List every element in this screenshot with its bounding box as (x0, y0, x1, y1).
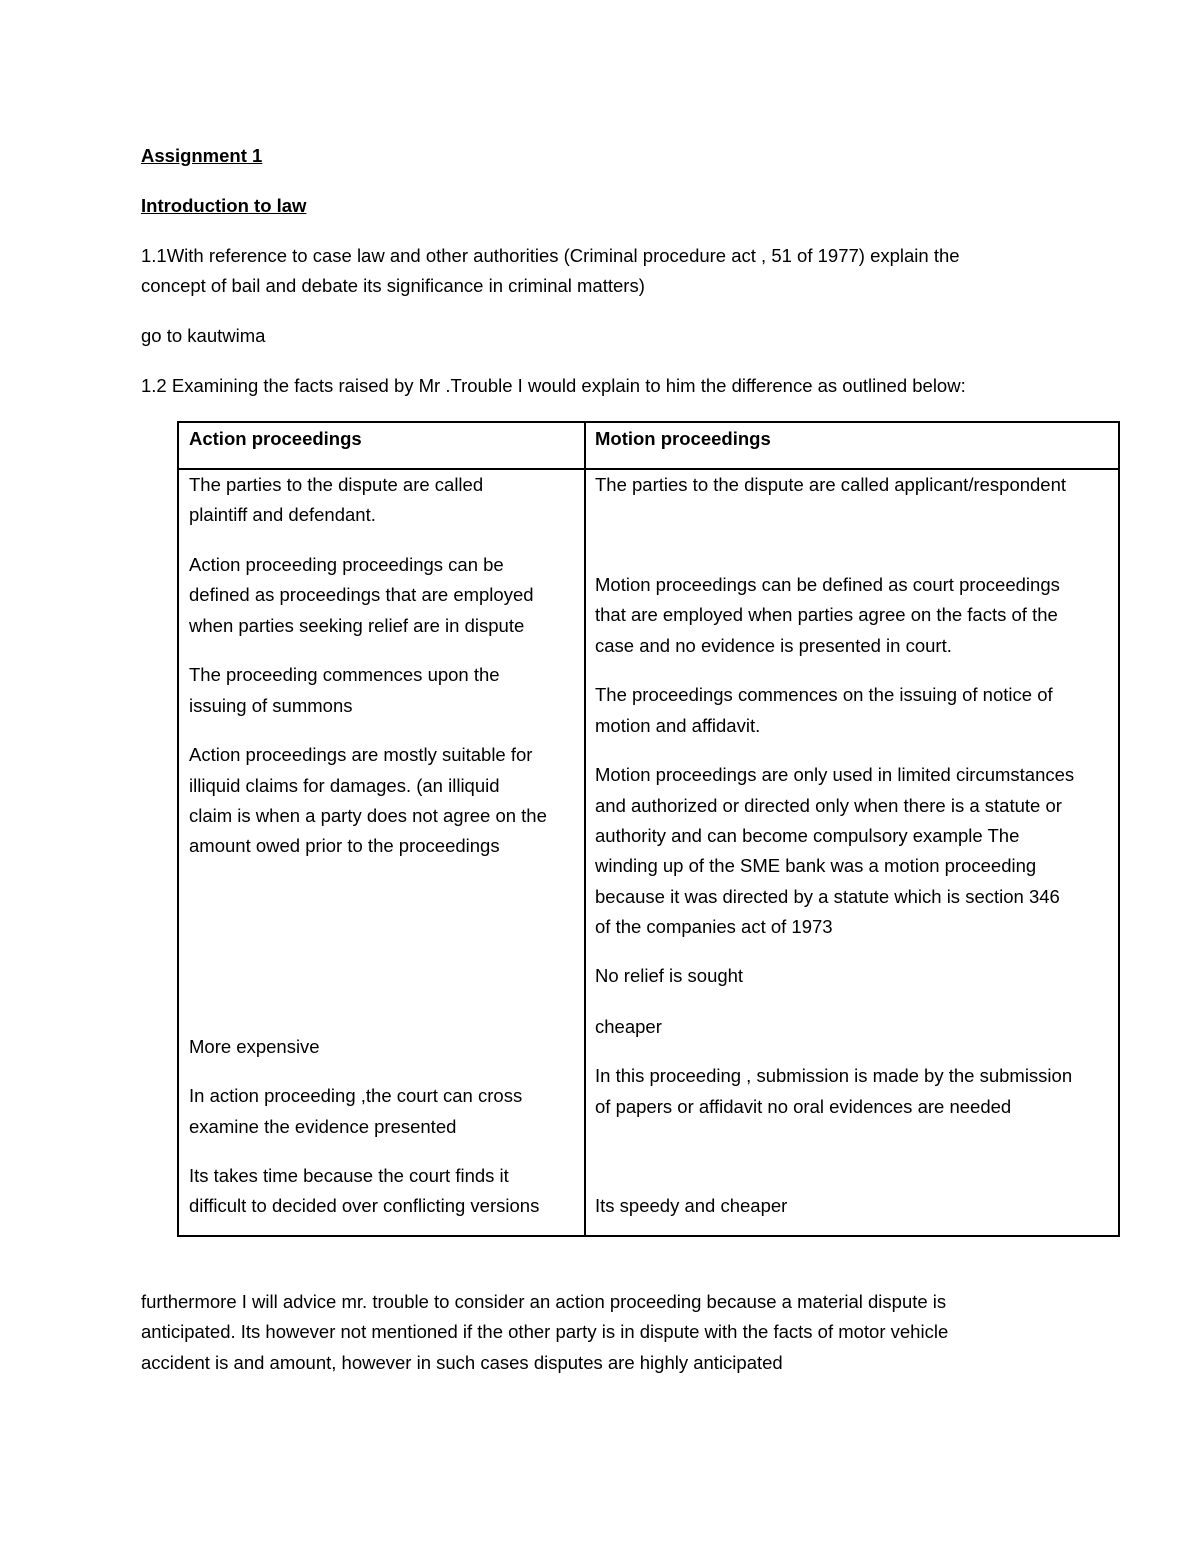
header-action-proceedings: Action proceedings (189, 428, 362, 449)
assignment-title: Assignment 1 (141, 145, 263, 166)
left-cell-line: Its takes time because the court finds it (189, 1165, 509, 1186)
right-cell-line: Motion proceedings can be defined as court proceedings (595, 574, 1060, 595)
right-cell-line: cheaper (595, 1016, 662, 1037)
left-cell-line: difficult to decided over conflicting versions (189, 1195, 540, 1216)
right-cell-line: Motion proceedings are only used in limited circumstances (595, 764, 1075, 785)
right-cell-line: The proceedings commences on the issuing of notice of (595, 684, 1053, 705)
question-1-2: 1.2 Examining the facts raised by Mr .Trouble I would explain to him the difference as outlined below: (141, 375, 966, 396)
right-cell-line: that are employed when parties agree on the facts of the (595, 604, 1058, 625)
right-cell-line: of papers or affidavit no oral evidences are needed (595, 1096, 1012, 1117)
right-cell-line: authority and can become compulsory example The (595, 825, 1020, 846)
right-cell-line: In this proceeding , submission is made by the submission (595, 1065, 1073, 1086)
left-cell-line: Action proceedings are mostly suitable for (189, 744, 533, 765)
question-1-1-line-2: concept of bail and debate its significance in criminal matters) (141, 275, 645, 296)
header-motion-proceedings: Motion proceedings (595, 428, 771, 449)
right-cell-line: case and no evidence is presented in court. (595, 635, 952, 656)
left-cell-line: defined as proceedings that are employed (189, 584, 534, 605)
question-1-1-line-1: 1.1With reference to case law and other authorities (Criminal procedure act , 51 of 1977) explain the (141, 245, 960, 266)
left-cell-line: In action proceeding ,the court can cross (189, 1085, 523, 1106)
left-cell-line: plaintiff and defendant. (189, 504, 376, 525)
left-cell-line: illiquid claims for damages. (an illiquid (189, 775, 500, 796)
conclusion-line-1: furthermore I will advice mr. trouble to consider an action proceeding because a material dispute is (141, 1291, 947, 1312)
right-cell-line: The parties to the dispute are called applicant/respondent (595, 474, 1067, 495)
course-subtitle: Introduction to law (141, 195, 307, 216)
right-cell-line: of the companies act of 1973 (595, 916, 833, 937)
note-line: go to kautwima (141, 325, 266, 346)
right-cell-line: and authorized or directed only when there is a statute or (595, 795, 1062, 816)
left-cell-line: The parties to the dispute are called (189, 474, 484, 495)
left-cell-line: The proceeding commences upon the (189, 664, 500, 685)
right-cell-line: No relief is sought (595, 965, 744, 986)
right-cell-line: Its speedy and cheaper (595, 1195, 788, 1216)
right-cell-line: motion and affidavit. (595, 715, 761, 736)
conclusion-line-2: anticipated. Its however not mentioned if the other party is in dispute with the facts of motor vehicle (141, 1321, 949, 1342)
left-cell-line: amount owed prior to the proceedings (189, 835, 500, 856)
left-cell-line: claim is when a party does not agree on the (189, 805, 547, 826)
left-cell-line: More expensive (189, 1036, 320, 1057)
comparison-table (177, 421, 1120, 1237)
table-column-divider (584, 423, 586, 1235)
left-cell-line: issuing of summons (189, 695, 353, 716)
table-header-divider (179, 468, 1118, 470)
right-cell-line: because it was directed by a statute which is section 346 (595, 886, 1060, 907)
left-cell-line: when parties seeking relief are in dispute (189, 615, 525, 636)
right-cell-line: winding up of the SME bank was a motion proceeding (595, 855, 1037, 876)
conclusion-line-3: accident is and amount, however in such cases disputes are highly anticipated (141, 1352, 783, 1373)
left-cell-line: examine the evidence presented (189, 1116, 457, 1137)
left-cell-line: Action proceeding proceedings can be (189, 554, 504, 575)
